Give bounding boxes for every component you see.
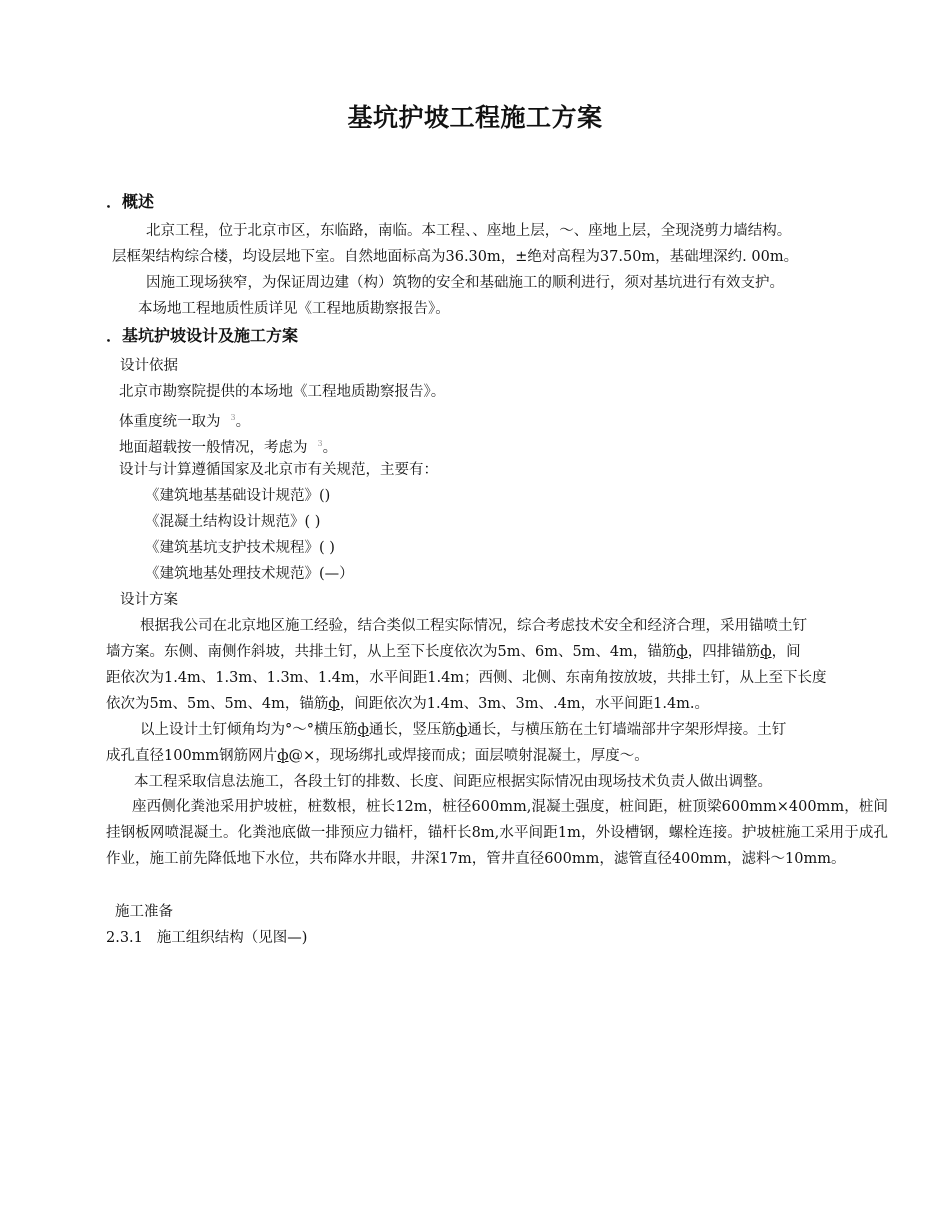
- paragraph: 本工程采取信息法施工，各段土钉的排数、长度、间距应根据实际情况由现场技术负责人做出调整。: [134, 774, 772, 790]
- paragraph-line: 依次为5m、5m、5m、4m，锚筋ф，间距依次为1.4m、3m、3m、.4m，水平间距1.4m.。: [106, 696, 710, 712]
- code-item: 《建筑地基基础设计规范》(): [145, 488, 331, 504]
- subheading-design-basis: 设计依据: [120, 358, 178, 374]
- section-heading-design: ．基坑护坡设计及施工方案: [106, 326, 299, 345]
- paragraph-line: 墙方案。东侧、南侧作斜坡，共排土钉，从上至下长度依次为5m、6m、5m、4m，锚筋ф，四排锚筋ф，间: [106, 644, 801, 660]
- code-item: 《建筑地基处理技术规范》(—）: [145, 566, 354, 582]
- paragraph: 座西侧化粪池采用护坡桩，桩数根，桩长12m，桩径600mm,混凝土强度，桩间距，桩顶梁600mm×400mm，桩间挂钢板网喷混凝土。化粪池底做一排预应力锚杆，锚杆长8m,水平间距1m，外设槽钢，螺栓连接。护坡桩施工采用于成孔作业，施工前先降低地下水位，共布降水井眼，井深17m，管井直径600mm，滤管直径400mm，滤料～10mm。: [106, 799, 888, 867]
- paragraph-line: 以上设计土钉倾角均为°～°横压筋ф通长，竖压筋ф通长，与横压筋在土钉墙端部井字架形焊接。土钉: [140, 722, 787, 738]
- subheading-construction-prep: 施工准备: [115, 904, 173, 920]
- paragraph-line: 距依次为1.4m、1.3m、1.3m、1.4m，水平间距1.4m；西侧、北侧、东南角按放坡，共排土钉，从上至下长度: [106, 670, 827, 686]
- subheading-design-plan: 设计方案: [120, 592, 178, 608]
- basis-item: 地面超载按一般情况，考虑为 $^3$。: [119, 439, 338, 456]
- paragraph: 本场地工程地质性质详见《工程地质勘察报告》。: [138, 301, 450, 317]
- paragraph-line: 成孔直径100mm钢筋网片ф@×，现场绑扎或焊接而成；面层喷射混凝土，厚度～。: [106, 748, 649, 764]
- paragraph-line: 根据我公司在北京地区施工经验，结合类似工程实际情况，综合考虑技术安全和经济合理，采用锚喷土钉: [140, 618, 807, 634]
- paragraph-line: 层框架结构综合楼，均设层地下室。自然地面标高为36.30m，±绝对高程为37.50m，基础埋深约. 00m。: [112, 249, 799, 265]
- basis-item: 北京市勘察院提供的本场地《工程地质勘察报告》。: [119, 384, 446, 400]
- paragraph-line: 北京工程，位于北京市区，东临路，南临。本工程、、座地上层，～、座地上层，全现浇剪力墙结构。: [146, 223, 792, 239]
- basis-item: 设计与计算遵循国家及北京市有关规范，主要有：: [119, 462, 438, 478]
- document-title: 基坑护坡工程施工方案: [347, 103, 603, 132]
- prep-item: 2.3.1 施工组织结构（见图—): [106, 930, 308, 946]
- paragraph: 因施工现场狭窄，为保证周边建（构）筑物的安全和基础施工的顺利进行，须对基坑进行有效支护。: [146, 275, 784, 291]
- code-item: 《混凝土结构设计规范》( ): [145, 514, 321, 530]
- section-heading-overview: ．概述: [106, 192, 155, 211]
- code-item: 《建筑基坑支护技术规程》( ): [145, 540, 335, 556]
- basis-item: 体重度统一取为 $^3$。: [119, 413, 251, 430]
